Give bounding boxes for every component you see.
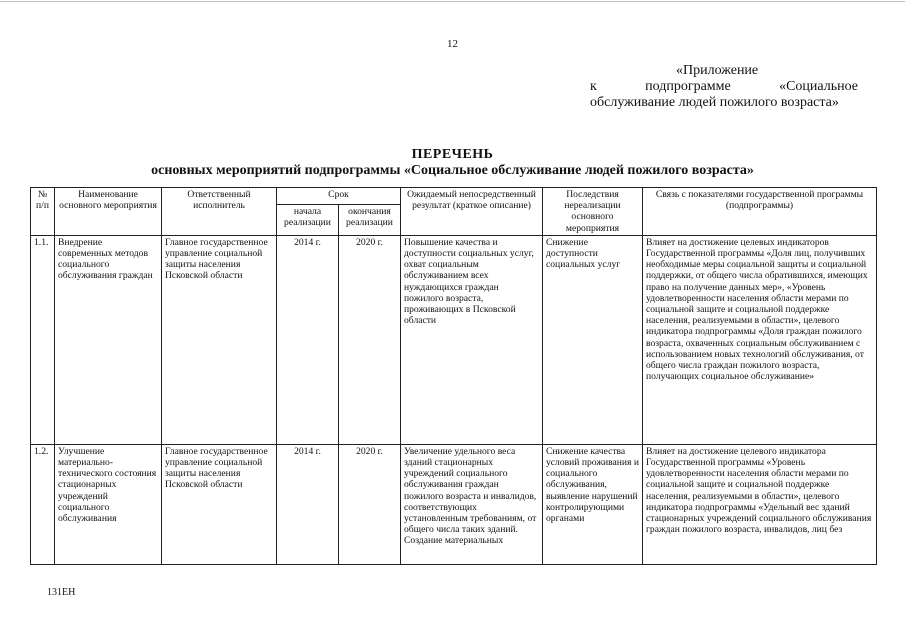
header-term-start: начала реализации (277, 205, 339, 236)
footer-code: 131ЕН (47, 587, 76, 598)
table-row (31, 235, 877, 444)
header-name: Наименование основного мероприятия (55, 188, 162, 236)
header-term: Срок (277, 188, 401, 205)
appendix-line-2 (590, 79, 858, 95)
row-consequences: Снижение доступности социальных услуг (543, 235, 643, 444)
row-result: Увеличение удельного веса зданий стационарных учреждений социального обслуживания граждан пожилого возраста и инвалидов, соответствующих установленным требованиям, от общего числа таких зданий. Создание материальных (401, 444, 543, 564)
row-executor: Главное государственное управление социальной защиты населения Псковской области (162, 235, 277, 444)
row-link: Влияет на достижение целевого индикатора Государственной программы «Уровень удовлетворенности населения области мерами по социальной защите и социальной поддержке населения, реализуемыми в области», целевого индикатора подпрограммы «Удельный вес зданий стационарных учреждений социального обслуживания граждан пожилого возраста, инвалидов, лиц без (643, 444, 877, 564)
header-link: Связь с показателями государственной программы (подпрограммы) (643, 188, 877, 236)
table-row (31, 444, 877, 564)
row-name: Улучшение материально-технического состояния стационарных учреждений социального обслуживания (55, 444, 162, 564)
appendix-word-2: подпрограмме (645, 79, 731, 94)
page-number: 12 (447, 38, 458, 50)
row-link: Влияет на достижение целевых индикаторов Государственной программы «Доля лиц, получивших необходимые меры социальной защиты и социальной поддержки, от общего числа обратившихся, имеющих право на получение данных мер», «Уровень удовлетворенности населения области мерами по социальной защите и социальной поддержке населения, реализуемыми в области», целевого индикатора подпрограммы «Доля граждан пожилого возраста, охваченных социальным обслуживанием с использованием новых технологий обслуживания, от общего числа граждан пожилого возраста, получающих социальное обслуживание» (643, 235, 877, 444)
document-title: ПЕРЕЧЕНЬ (411, 147, 494, 162)
document-subtitle: основных мероприятий подпрограммы «Социальное обслуживание людей пожилого возраста» (151, 163, 754, 178)
header-num: № п/п (31, 188, 55, 236)
appendix-line-3: обслуживание людей пожилого возраста» (590, 95, 839, 110)
activities-table (30, 187, 877, 565)
row-num: 1.2. (31, 444, 55, 564)
row-consequences: Снижение качества условий проживания и социального обслуживания, выявление нарушений контролирующими органами (543, 444, 643, 564)
table-header-row (31, 188, 877, 205)
top-edge-line (0, 1, 905, 2)
row-start: 2014 г. (277, 444, 339, 564)
header-executor: Ответственный исполнитель (162, 188, 277, 236)
header-term-end: окончания реализации (339, 205, 401, 236)
header-result: Ожидаемый непосредственный результат (краткое описание) (401, 188, 543, 236)
appendix-word-1: к (590, 79, 597, 94)
row-num: 1.1. (31, 235, 55, 444)
header-consequences: Последствия нереализации основного мероприятия (543, 188, 643, 236)
appendix-line-1: «Приложение (676, 63, 759, 78)
row-end: 2020 г. (339, 444, 401, 564)
row-name: Внедрение современных методов социального обслуживания граждан (55, 235, 162, 444)
appendix-word-3: «Социальное (779, 79, 858, 94)
row-result: Повышение качества и доступности социальных услуг, охват социальным обслуживанием всех нуждающихся граждан пожилого возраста, проживающих в Псковской области (401, 235, 543, 444)
row-executor: Главное государственное управление социальной защиты населения Псковской области (162, 444, 277, 564)
row-start: 2014 г. (277, 235, 339, 444)
row-end: 2020 г. (339, 235, 401, 444)
appendix-note (590, 63, 858, 111)
